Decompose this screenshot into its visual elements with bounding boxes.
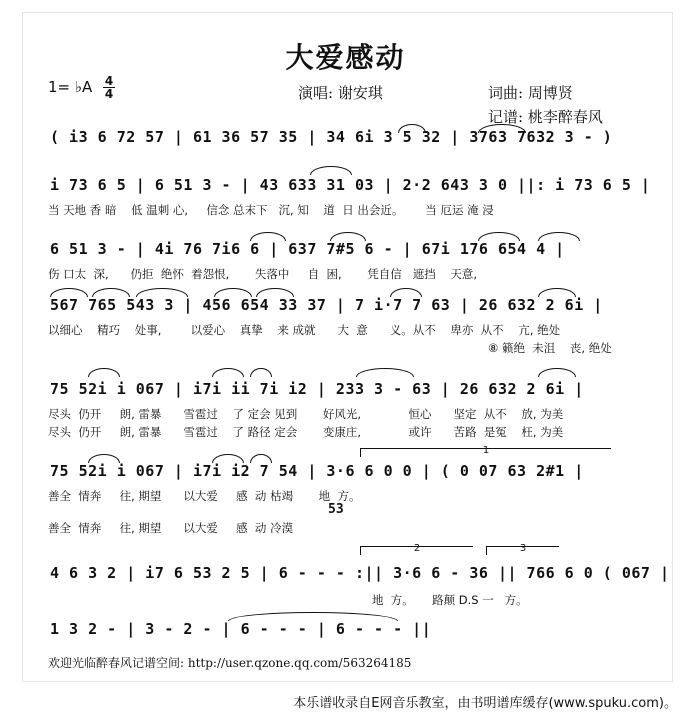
score-line-8: 1 3 2 - | 3 - 2 - | 6 - - - | 6 - - - || bbox=[50, 620, 432, 638]
lyrics-line-2: 当 天地 香 暗 低 温刺 心, 信念 总末下 沉, 知 道 日 出会近。 当 厄运 淹 浸 bbox=[48, 203, 494, 217]
score-line-7: 4 6 3 2 | i7 6 53 2 5 | 6 - - - :|| 3·6 6 - 36 || 766 6 0 ( 067 | bbox=[50, 564, 670, 582]
song-title: 大爱感动 bbox=[285, 41, 406, 74]
volta-bracket-3: 3 bbox=[486, 546, 559, 555]
transcriber-credit: 记谱: 桃李醉春风 bbox=[488, 108, 603, 126]
lyrics-line-4: 以细心 精巧 处事, 以爱心 真挚 来 成就 大 意 义。从不 卑亦 从不 亢, 绝处 bbox=[48, 323, 561, 337]
lyrics-line-7: 地 方。 路颠 D.S 一 方。 bbox=[372, 593, 528, 607]
lyrics-line-5-verse-2: 尽头 仍开 朗, 雷暴 雪雹过 了 路径 定会 变康庄, 或许 苦路 是冤 枉, 为美 bbox=[48, 425, 564, 439]
score-line-3: 6 51 3 - | 4i 76 7i6 6 | 637 7#5 6 - | 67i 176 654 4 | bbox=[50, 240, 565, 258]
score-line-1: ( i3 6 72 57 | 61 36 57 35 | 34 6i 3 5 32 | 3763 7632 3 - ) bbox=[50, 128, 613, 146]
composer-credit: 词曲: 周博贤 bbox=[488, 84, 573, 102]
time-signature-bottom: 4 bbox=[104, 87, 114, 101]
time-signature-top: 4 bbox=[104, 74, 114, 88]
score-line-2: i 73 6 5 | 6 51 3 - | 43 633 31 03 | 2·2 643 3 0 ||: i 73 6 5 | bbox=[50, 176, 651, 194]
lyrics-line-4-alternate: ⑧ 籁绝 未沮 丧, 绝处 bbox=[488, 341, 612, 355]
score-line-4: 567 765 543 3 | 456 654 33 37 | 7 i·7 7 63 | 26 632 2 6i | bbox=[50, 296, 603, 314]
key-signature: 1= ♭A bbox=[48, 78, 93, 96]
lyrics-line-5-verse-1: 尽头 仍开 朗, 雷暴 雪雹过 了 定会 见到 好风光, 恒心 坚定 从不 放, 为美 bbox=[48, 407, 564, 421]
score-line-6: 75 52i i 067 | i7i i2 7 54 | 3·6 6 0 0 | ( 0 07 63 2#1 | bbox=[50, 462, 584, 480]
lyrics-line-6-verse-1: 善全 情奔 往, 期望 以大爱 感 动 枯竭 地 方。 bbox=[48, 489, 361, 503]
lyrics-line-3: 伤 口太 深, 仍拒 绝怀 着怨恨, 失落中 自 困, 凭自信 遮挡 天意, bbox=[48, 267, 477, 281]
volta-bracket-2: 2 bbox=[360, 546, 473, 555]
source-credit: 本乐谱收录自E网音乐教室，由书明谱库缓存(www.spuku.com)。 bbox=[293, 696, 677, 711]
transcriber-space-link: 欢迎光临醉春风记谱空间: http://user.qzone.qq.com/563264185 bbox=[48, 656, 412, 670]
singer-credit: 演唱: 谢安琪 bbox=[298, 84, 383, 102]
score-line-5: 75 52i i 067 | i7i ii 7i i2 | 233 3 - 63 | 26 632 2 6i | bbox=[50, 380, 584, 398]
lyrics-line-6-verse-2: 善全 情奔 往, 期望 以大爱 感 动 冷漠 bbox=[48, 521, 294, 535]
volta-bracket-1: 1 bbox=[360, 448, 611, 457]
time-signature bbox=[103, 75, 115, 100]
alternate-notes: 53 bbox=[328, 502, 344, 517]
